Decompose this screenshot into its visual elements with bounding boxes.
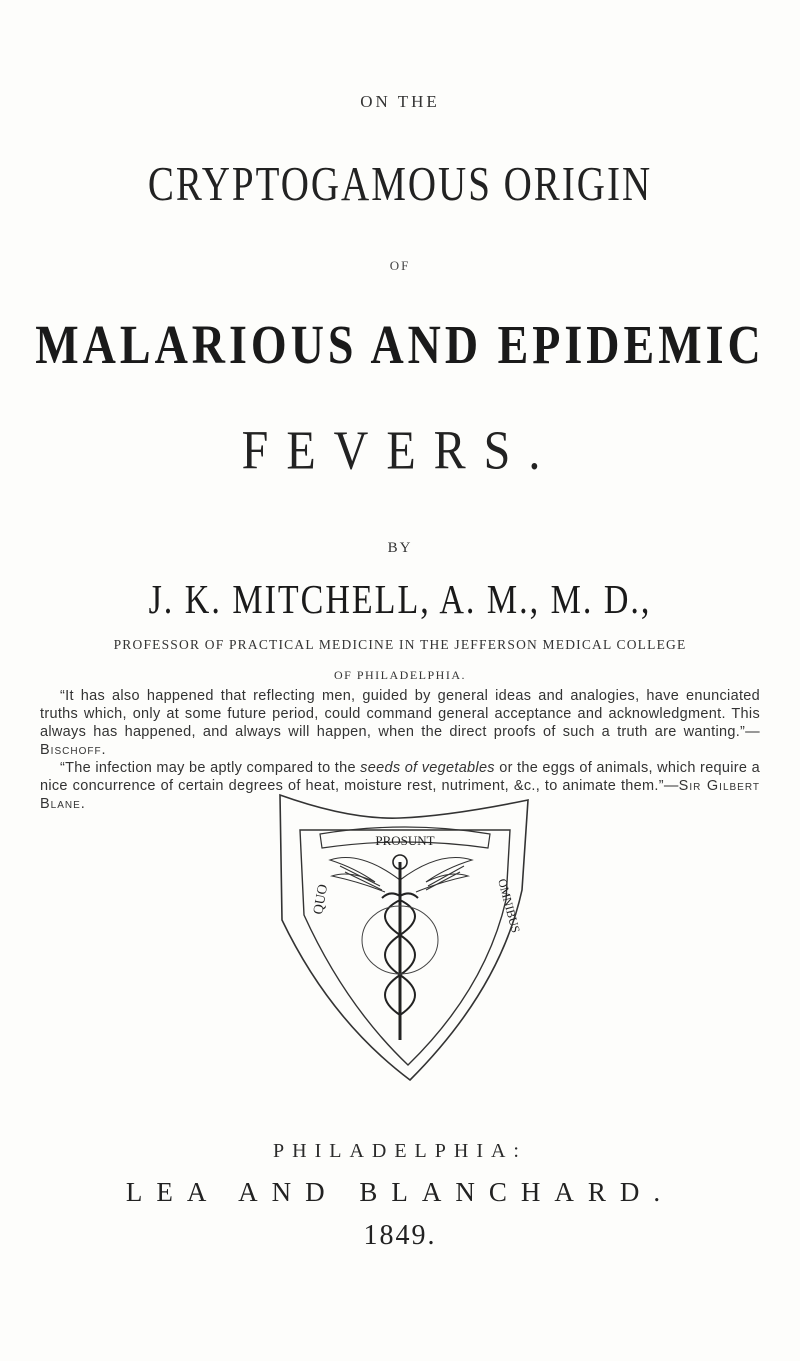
author-institution: OF PHILADELPHIA. xyxy=(334,668,466,682)
author-name: J. K. MITCHELL, A. M., M. D., xyxy=(148,578,652,623)
emblem-motto-right: OMNIBUS xyxy=(495,877,523,935)
emblem-motto-left: QUO xyxy=(311,883,332,916)
title-prefix: ON THE xyxy=(360,92,440,111)
subtitle-end: FEVERS. xyxy=(241,420,559,481)
subtitle: MALARIOUS AND EPIDEMIC xyxy=(35,313,765,376)
publisher-name: LEA AND BLANCHARD. xyxy=(125,1177,675,1207)
publication-year: 1849. xyxy=(363,1220,437,1251)
epigraph-2-text-b: or the eggs of animals, which require a nice concurrence of certain degrees of heat, moisture rest, nutriment, &c., to animate them.”— xyxy=(40,760,760,794)
epigraph-2-text-a: “The infection may be aptly compared to the xyxy=(60,760,361,776)
epigraph-1-author: Bischoff. xyxy=(40,742,107,758)
epigraph-2-author: Sir Gilbert Blane. xyxy=(40,778,761,812)
publisher-emblem xyxy=(260,790,540,1090)
epigraph-1-text: “It has also happened that reflecting men, guided by general ideas and analogies, have enunciated truths which, only at some future period, could command general acceptance and acknowledgment. This always has happened, and always will happen, when the direct proofs of such a truth are wanting.”— xyxy=(40,688,760,740)
title-connector: OF xyxy=(389,258,411,273)
emblem-inner-shield xyxy=(300,830,510,1065)
by-label: BY xyxy=(387,540,413,556)
author-position: PROFESSOR OF PRACTICAL MEDICINE IN THE JEFFERSON MEDICAL COLLEGE xyxy=(113,637,687,652)
publication-place: PHILADELPHIA: xyxy=(273,1140,527,1162)
main-title: CRYPTOGAMOUS ORIGIN xyxy=(147,157,653,212)
epigraph-2-italic: seeds of vegetables xyxy=(360,760,495,776)
emblem-motto-top: PROSUNT xyxy=(375,833,435,848)
epigraph-1 xyxy=(40,687,760,759)
